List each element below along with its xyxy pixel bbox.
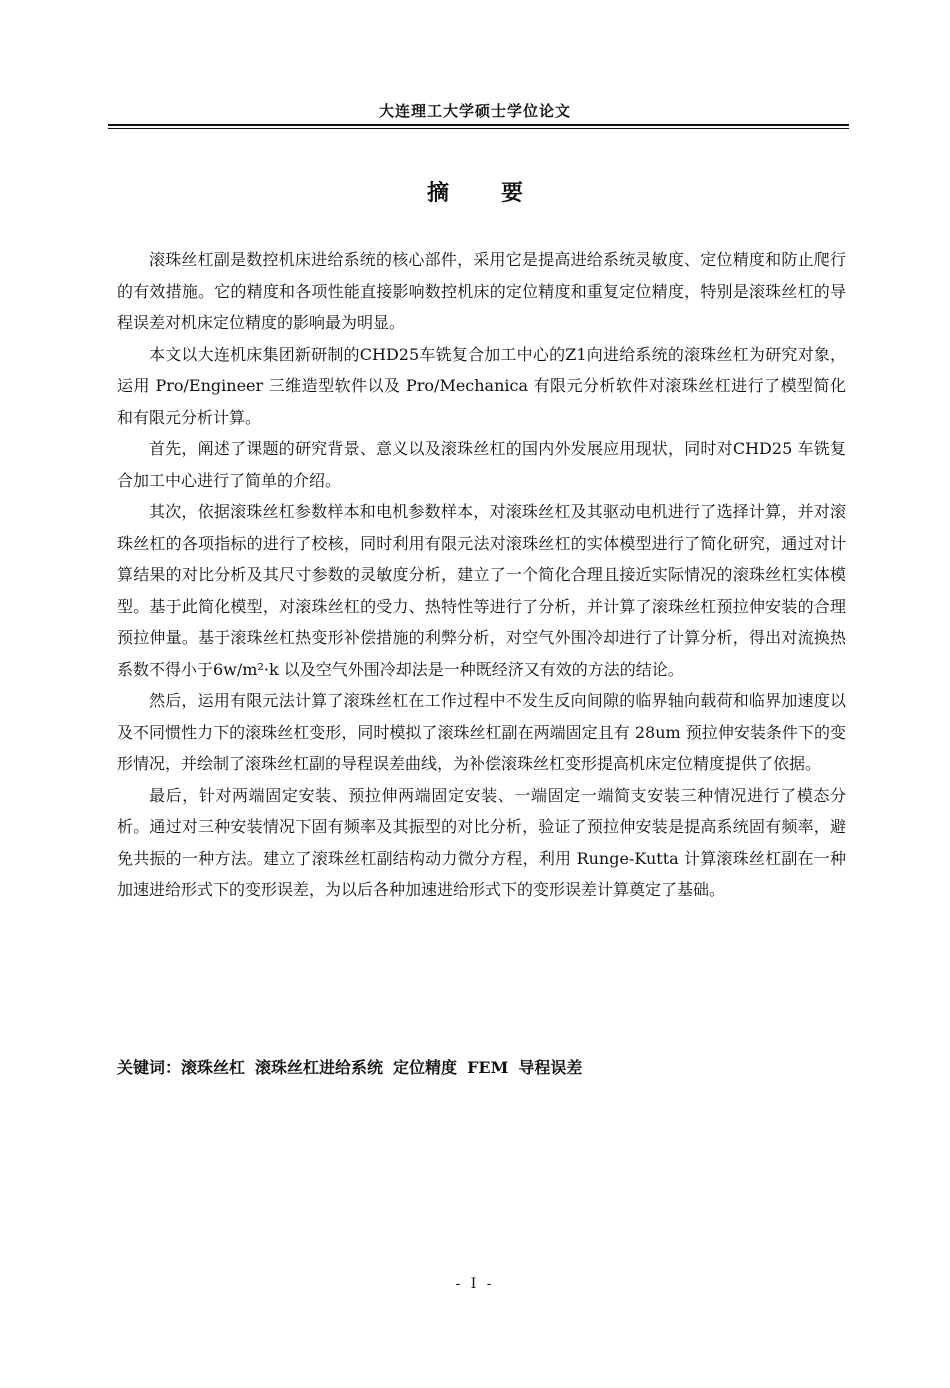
- abstract-paragraph-6: 最后，针对两端固定安装、预拉伸两端固定安装、一端固定一端简支安装三种情况进行了模态分析。通过对三种安装情况下固有频率及其振型的对比分析，验证了预拉伸安装是提高系统固有频率，避免共振的一种方法。建立了滚珠丝杠副结构动力微分方程，利用 Runge-Kutta 计算滚珠丝杠副在一种加速进给形式下的变形误差，为以后各种加速进给形式下的变形误差计算奠定了基础。: [117, 785, 846, 899]
- header-rule-thin: [108, 128, 849, 129]
- abstract-heading-char-2: 要: [501, 180, 524, 206]
- keyword-item: FEM: [467, 1058, 509, 1077]
- keyword-item: 滚珠丝杠: [181, 1058, 246, 1077]
- abstract-paragraph-4: 其次，依据滚珠丝杠参数样本和电机参数样本，对滚珠丝杠及其驱动电机进行了选择计算，并对滚珠丝杠的各项指标的进行了校核，同时利用有限元法对滚珠丝杠的实体模型进行了简化研究，通过对计算结果的对比分析及其尺寸参数的灵敏度分析，建立了一个简化合理且接近实际情况的滚珠丝杠实体模型。基于此简化模型，对滚珠丝杠的受力、热特性等进行了分析，并计算了滚珠丝杠预拉伸安装的合理预拉伸量。基于滚珠丝杠热变形补偿措施的利弊分析，对空气外围冷却进行了计算分析，得出对流换热系数不得小于6w/m²·k 以及空气外围冷却法是一种既经济又有效的方法的结论。: [117, 502, 846, 679]
- keyword-item: 滚珠丝杠进给系统: [255, 1058, 384, 1077]
- abstract-heading: [0, 176, 950, 207]
- running-header: 大连理工大学硕士学位论文: [378, 102, 571, 120]
- keywords-label: 关键词：: [117, 1058, 182, 1077]
- abstract-paragraph-5: 然后，运用有限元法计算了滚珠丝杠在工作过程中不发生反向间隙的临界轴向载荷和临界加速度以及不同惯性力下的滚珠丝杠变形，同时模拟了滚珠丝杠副在两端固定且有 28um 预拉伸安装条件下的变形情况，并绘制了滚珠丝杠副的导程误差曲线，为补偿滚珠丝杠变形提高机床定位精度提供了依据。: [117, 691, 846, 773]
- keywords-line: [117, 1052, 846, 1084]
- abstract-paragraph-2: 本文以大连机床集团新研制的CHD25车铣复合加工中心的Z1向进给系统的滚珠丝杠为研究对象，运用 Pro/Engineer 三维造型软件以及 Pro/Mechanica 有限元分析软件对滚珠丝杠进行了模型简化和有限元分析计算。: [117, 344, 846, 427]
- header-rule: [108, 124, 849, 126]
- abstract-body: [117, 244, 846, 906]
- keyword-item: 导程误差: [518, 1058, 583, 1077]
- keyword-item: 定位精度: [393, 1058, 458, 1077]
- abstract-paragraph-3: 首先，阐述了课题的研究背景、意义以及滚珠丝杠的国内外发展应用现状，同时对CHD25 车铣复合加工中心进行了简单的介绍。: [117, 439, 846, 490]
- abstract-heading-char-1: 摘: [426, 180, 449, 206]
- page-number: - I -: [455, 1276, 495, 1292]
- abstract-paragraph-1: 滚珠丝杠副是数控机床进给系统的核心部件，采用它是提高进给系统灵敏度、定位精度和防止爬行的有效措施。它的精度和各项性能直接影响数控机床的定位精度和重复定位精度，特别是滚珠丝杠的导程误差对机床定位精度的影响最为明显。: [117, 250, 846, 332]
